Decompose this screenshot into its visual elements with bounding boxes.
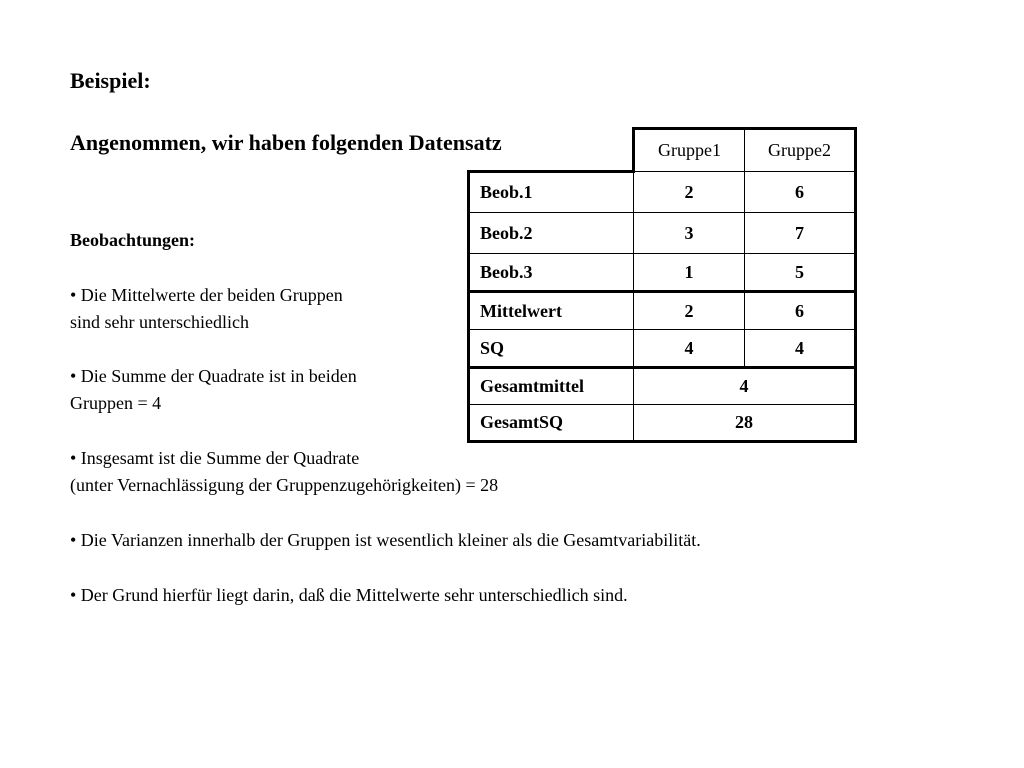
cell-gruppe2: 7: [745, 213, 856, 254]
table-corner: [469, 129, 634, 172]
table-row-sq: [469, 330, 856, 368]
bullet-line: (unter Vernachlässigung der Gruppenzugehörigkeiten) = 28: [70, 475, 499, 495]
cell-gruppe2: 5: [745, 254, 856, 292]
bullet-line: • Die Varianzen innerhalb der Gruppen ist wesentlich kleiner als die Gesamtvariabilität.: [70, 530, 701, 550]
slide-title: Beispiel:: [70, 68, 151, 93]
cell-gruppe2: 6: [745, 172, 856, 213]
table-row-total-sq: [469, 405, 856, 442]
observations-heading: Beobachtungen:: [70, 230, 196, 250]
cell-gruppe2: 6: [745, 292, 856, 330]
bullet-line: sind sehr unterschiedlich: [70, 312, 249, 332]
cell-gruppe1: 1: [634, 254, 745, 292]
table-row-mean: [469, 292, 856, 330]
column-header-gruppe1: Gruppe1: [634, 129, 745, 172]
bullet-line: • Die Summe der Quadrate ist in beiden: [70, 366, 357, 386]
slide-subtitle: Angenommen, wir haben folgenden Datensatz: [70, 130, 502, 155]
row-label: SQ: [469, 330, 634, 368]
cell-total: 4: [634, 368, 856, 405]
table-row: [469, 213, 856, 254]
row-label: Beob.1: [469, 172, 634, 213]
bullet-line: Gruppen = 4: [70, 393, 162, 413]
table-row-total-mean: [469, 368, 856, 405]
bullet-line: • Insgesamt ist die Summe der Quadrate: [70, 448, 360, 468]
cell-gruppe1: 2: [634, 292, 745, 330]
table-header-row: [469, 129, 856, 172]
cell-total: 28: [634, 405, 856, 442]
table-row: [469, 172, 856, 213]
table-row: [469, 254, 856, 292]
cell-gruppe1: 3: [634, 213, 745, 254]
row-label: Gesamtmittel: [469, 368, 634, 405]
row-label: Mittelwert: [469, 292, 634, 330]
row-label: GesamtSQ: [469, 405, 634, 442]
row-label: Beob.3: [469, 254, 634, 292]
cell-gruppe1: 4: [634, 330, 745, 368]
data-table: [467, 127, 857, 443]
bullet-line: • Der Grund hierfür liegt darin, daß die Mittelwerte sehr unterschiedlich sind.: [70, 585, 628, 605]
cell-gruppe2: 4: [745, 330, 856, 368]
bullet-line: • Die Mittelwerte der beiden Gruppen: [70, 285, 343, 305]
row-label: Beob.2: [469, 213, 634, 254]
cell-gruppe1: 2: [634, 172, 745, 213]
column-header-gruppe2: Gruppe2: [745, 129, 856, 172]
